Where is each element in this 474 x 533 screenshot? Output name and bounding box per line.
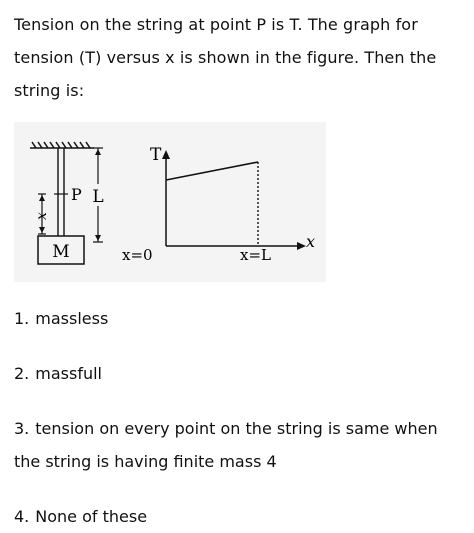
- xl-label: x=L: [240, 246, 271, 264]
- option-1-number: 1.: [14, 309, 30, 328]
- x0-label: x=0: [122, 246, 153, 264]
- option-1-text: massless: [35, 309, 109, 328]
- t-axis-label: T: [150, 145, 162, 165]
- tension-line: [166, 162, 258, 180]
- length-label: L: [92, 187, 104, 207]
- x-axis-arrow: [297, 242, 306, 250]
- option-4-number: 4.: [14, 507, 30, 526]
- ceiling-hatch: [30, 142, 94, 148]
- graph-x-axis-label: x: [306, 232, 316, 251]
- figure-svg: [14, 122, 326, 282]
- question-text: Tension on the string at point P is T. The graph for tension (T) versus x is shown in the figure. Then the string is:: [14, 15, 437, 100]
- block-label: M: [52, 242, 70, 262]
- option-4-text: None of these: [35, 507, 148, 526]
- option-1[interactable]: [14, 302, 466, 335]
- option-3[interactable]: [14, 412, 466, 478]
- string: [58, 148, 64, 236]
- question-figure: [14, 122, 326, 282]
- point-p-label: P: [71, 185, 82, 204]
- x-dimension-label: x: [34, 212, 50, 220]
- t-axis-arrow: [162, 150, 170, 159]
- option-3-text: tension on every point on the string is same when the string is having finite mass 4: [14, 419, 438, 471]
- option-2-text: massfull: [35, 364, 102, 383]
- option-2[interactable]: [14, 357, 466, 390]
- graph-axes: [166, 154, 302, 246]
- option-2-number: 2.: [14, 364, 30, 383]
- option-3-number: 3.: [14, 419, 30, 438]
